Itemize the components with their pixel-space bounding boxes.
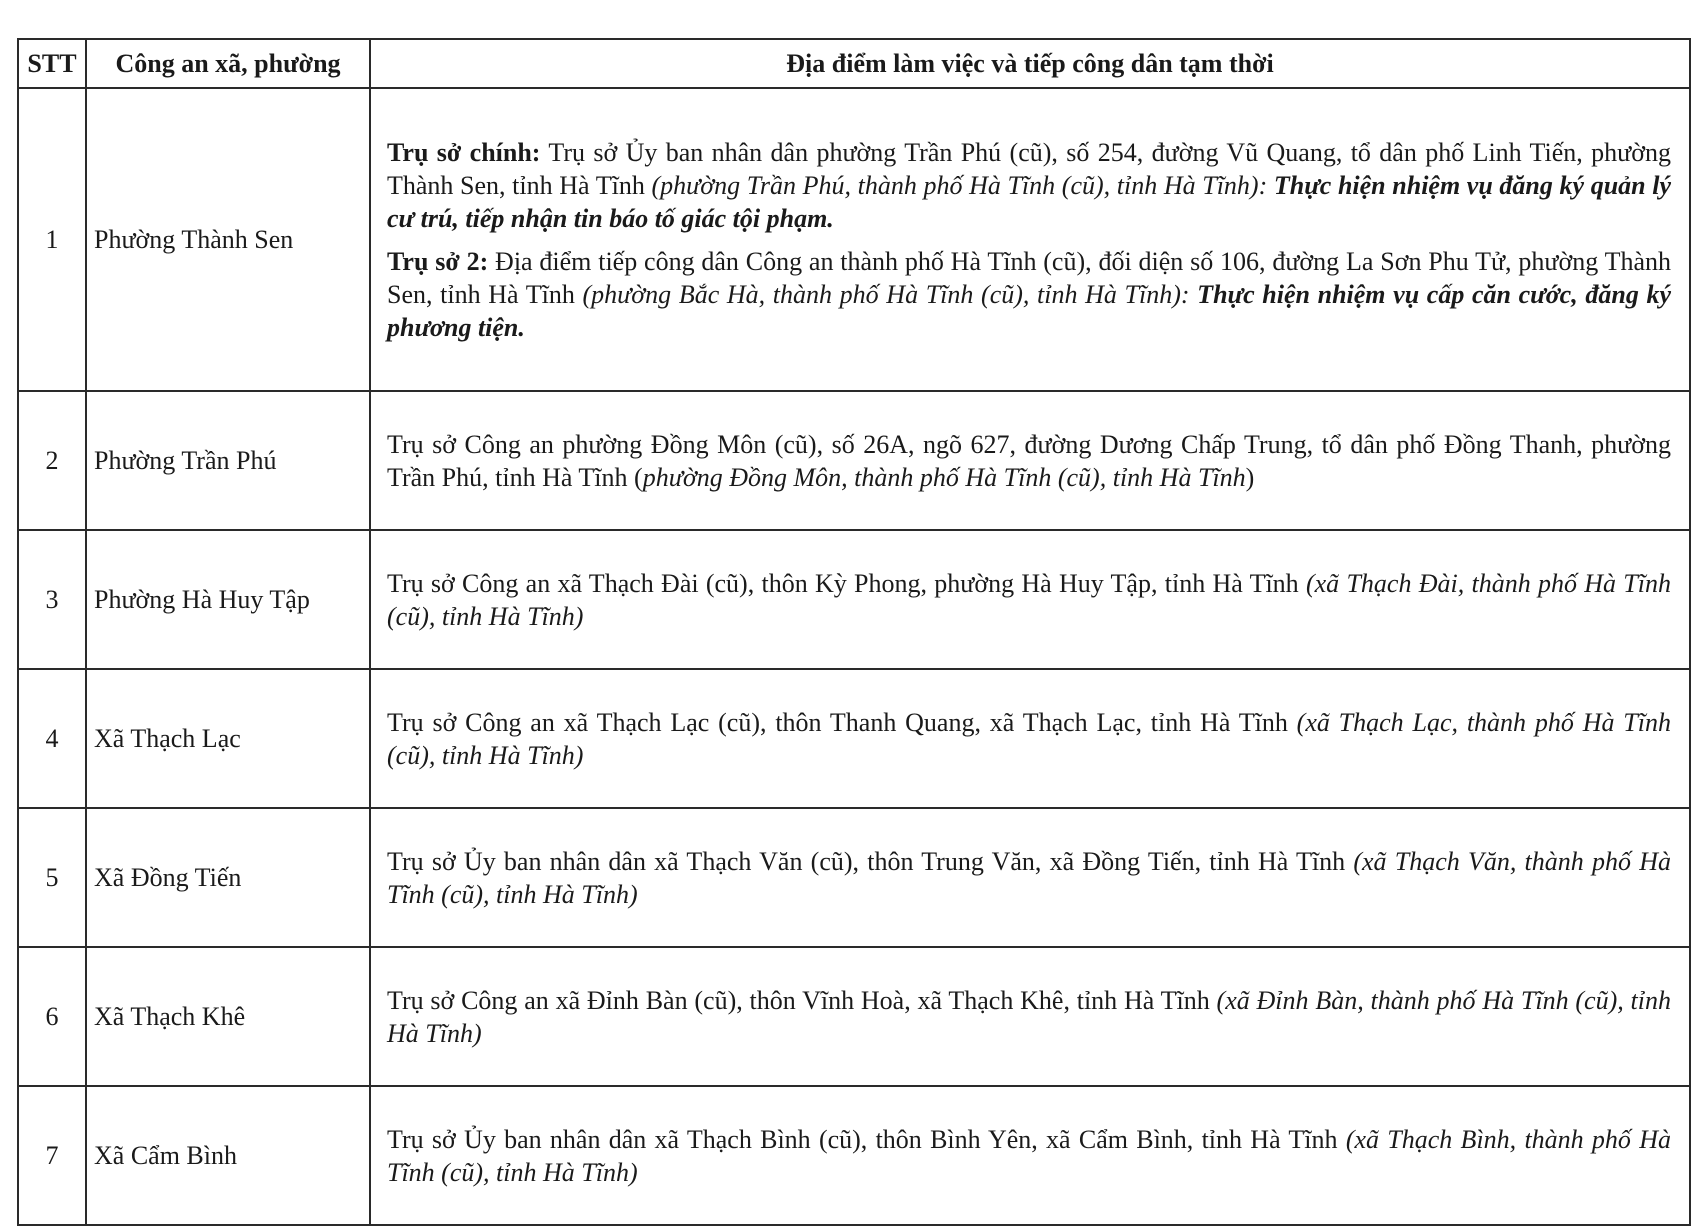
table-row	[18, 947, 1690, 1086]
row-number: 4	[18, 669, 86, 808]
main-office-old-unit-note: (phường Trần Phú, thành phố Hà Tĩnh (cũ), tỉnh Hà Tĩnh):	[651, 170, 1268, 200]
row-number: 2	[18, 391, 86, 530]
old-unit-note: (xã Thạch Đài, thành phố Hà Tĩnh (cũ), tỉnh Hà Tĩnh)	[387, 568, 1671, 631]
police-unit-name: Xã Đồng Tiến	[86, 808, 370, 947]
table-row	[18, 669, 1690, 808]
header-unit: Công an xã, phường	[86, 39, 370, 88]
address-cell	[370, 808, 1690, 947]
header-stt: STT	[18, 39, 86, 88]
office-2-paragraph	[387, 245, 1671, 344]
document-sheet	[17, 38, 1689, 1226]
main-office-label: Trụ sở chính:	[387, 137, 541, 167]
main-office-paragraph	[387, 136, 1671, 235]
table-row	[18, 530, 1690, 669]
main-office-tasks: Thực hiện nhiệm vụ đăng ký quản lý cư trú, tiếp nhận tin báo tố giác tội phạm.	[387, 170, 1671, 233]
main-office-address: Trụ sở Ủy ban nhân dân phường Trần Phú (cũ), số 254, đường Vũ Quang, tổ dân phố Linh Tiến, phường Thành Sen, tỉnh Hà Tĩnh	[387, 137, 1671, 200]
old-unit-note: (xã Thạch Lạc, thành phố Hà Tĩnh (cũ), tỉnh Hà Tĩnh)	[387, 707, 1671, 770]
address-cell	[370, 530, 1690, 669]
police-unit-name: Phường Trần Phú	[86, 391, 370, 530]
police-unit-name: Xã Thạch Lạc	[86, 669, 370, 808]
address-tail: )	[1245, 462, 1255, 492]
old-unit-note: (xã Thạch Văn, thành phố Hà Tĩnh (cũ), tỉnh Hà Tĩnh)	[387, 846, 1671, 909]
address-cell	[370, 1086, 1690, 1225]
address-text: Trụ sở Công an xã Đỉnh Bàn (cũ), thôn Vĩnh Hoà, xã Thạch Khê, tỉnh Hà Tĩnh	[387, 985, 1217, 1015]
table-header-row	[18, 39, 1690, 88]
office-2-tasks: Thực hiện nhiệm vụ cấp căn cước, đăng ký phương tiện.	[387, 279, 1671, 342]
header-address: Địa điểm làm việc và tiếp công dân tạm thời	[370, 39, 1690, 88]
address-cell	[370, 88, 1690, 391]
address-table	[17, 38, 1691, 1226]
row-number: 6	[18, 947, 86, 1086]
address-text: Trụ sở Công an xã Thạch Đài (cũ), thôn Kỳ Phong, phường Hà Huy Tập, tỉnh Hà Tĩnh	[387, 568, 1306, 598]
police-unit-name: Phường Thành Sen	[86, 88, 370, 391]
table-row	[18, 808, 1690, 947]
row-number: 7	[18, 1086, 86, 1225]
office-2-label: Trụ sở 2:	[387, 246, 489, 276]
office-2-address: Địa điểm tiếp công dân Công an thành phố Hà Tĩnh (cũ), đối diện số 106, đường La Sơn Phu Tử, phường Thành Sen, tỉnh Hà Tĩnh	[387, 246, 1671, 309]
address-text: Trụ sở Ủy ban nhân dân xã Thạch Bình (cũ), thôn Bình Yên, xã Cẩm Bình, tỉnh Hà Tĩnh	[387, 1124, 1346, 1154]
address-text: Trụ sở Ủy ban nhân dân xã Thạch Văn (cũ), thôn Trung Văn, xã Đồng Tiến, tỉnh Hà Tĩnh	[387, 846, 1354, 876]
table-row	[18, 88, 1690, 391]
row-number: 1	[18, 88, 86, 391]
police-unit-name: Xã Thạch Khê	[86, 947, 370, 1086]
row-number: 5	[18, 808, 86, 947]
old-unit-note: (xã Thạch Bình, thành phố Hà Tĩnh (cũ), tỉnh Hà Tĩnh)	[387, 1124, 1671, 1187]
address-text: Trụ sở Công an phường Đồng Môn (cũ), số 26A, ngõ 627, đường Dương Chấp Trung, tổ dân phố Đồng Thanh, phường Trần Phú, tỉnh Hà Tĩnh (	[387, 429, 1671, 492]
table-row	[18, 391, 1690, 530]
address-cell	[370, 669, 1690, 808]
police-unit-name: Xã Cẩm Bình	[86, 1086, 370, 1225]
address-cell	[370, 391, 1690, 530]
police-unit-name: Phường Hà Huy Tập	[86, 530, 370, 669]
address-text: Trụ sở Công an xã Thạch Lạc (cũ), thôn Thanh Quang, xã Thạch Lạc, tỉnh Hà Tĩnh	[387, 707, 1297, 737]
office-2-old-unit-note: (phường Bắc Hà, thành phố Hà Tĩnh (cũ), tỉnh Hà Tĩnh):	[582, 279, 1190, 309]
table-row	[18, 1086, 1690, 1225]
old-unit-note: phường Đồng Môn, thành phố Hà Tĩnh (cũ), tỉnh Hà Tĩnh	[642, 462, 1246, 492]
address-cell	[370, 947, 1690, 1086]
old-unit-note: (xã Đỉnh Bàn, thành phố Hà Tĩnh (cũ), tỉnh Hà Tĩnh)	[387, 985, 1671, 1048]
row-number: 3	[18, 530, 86, 669]
